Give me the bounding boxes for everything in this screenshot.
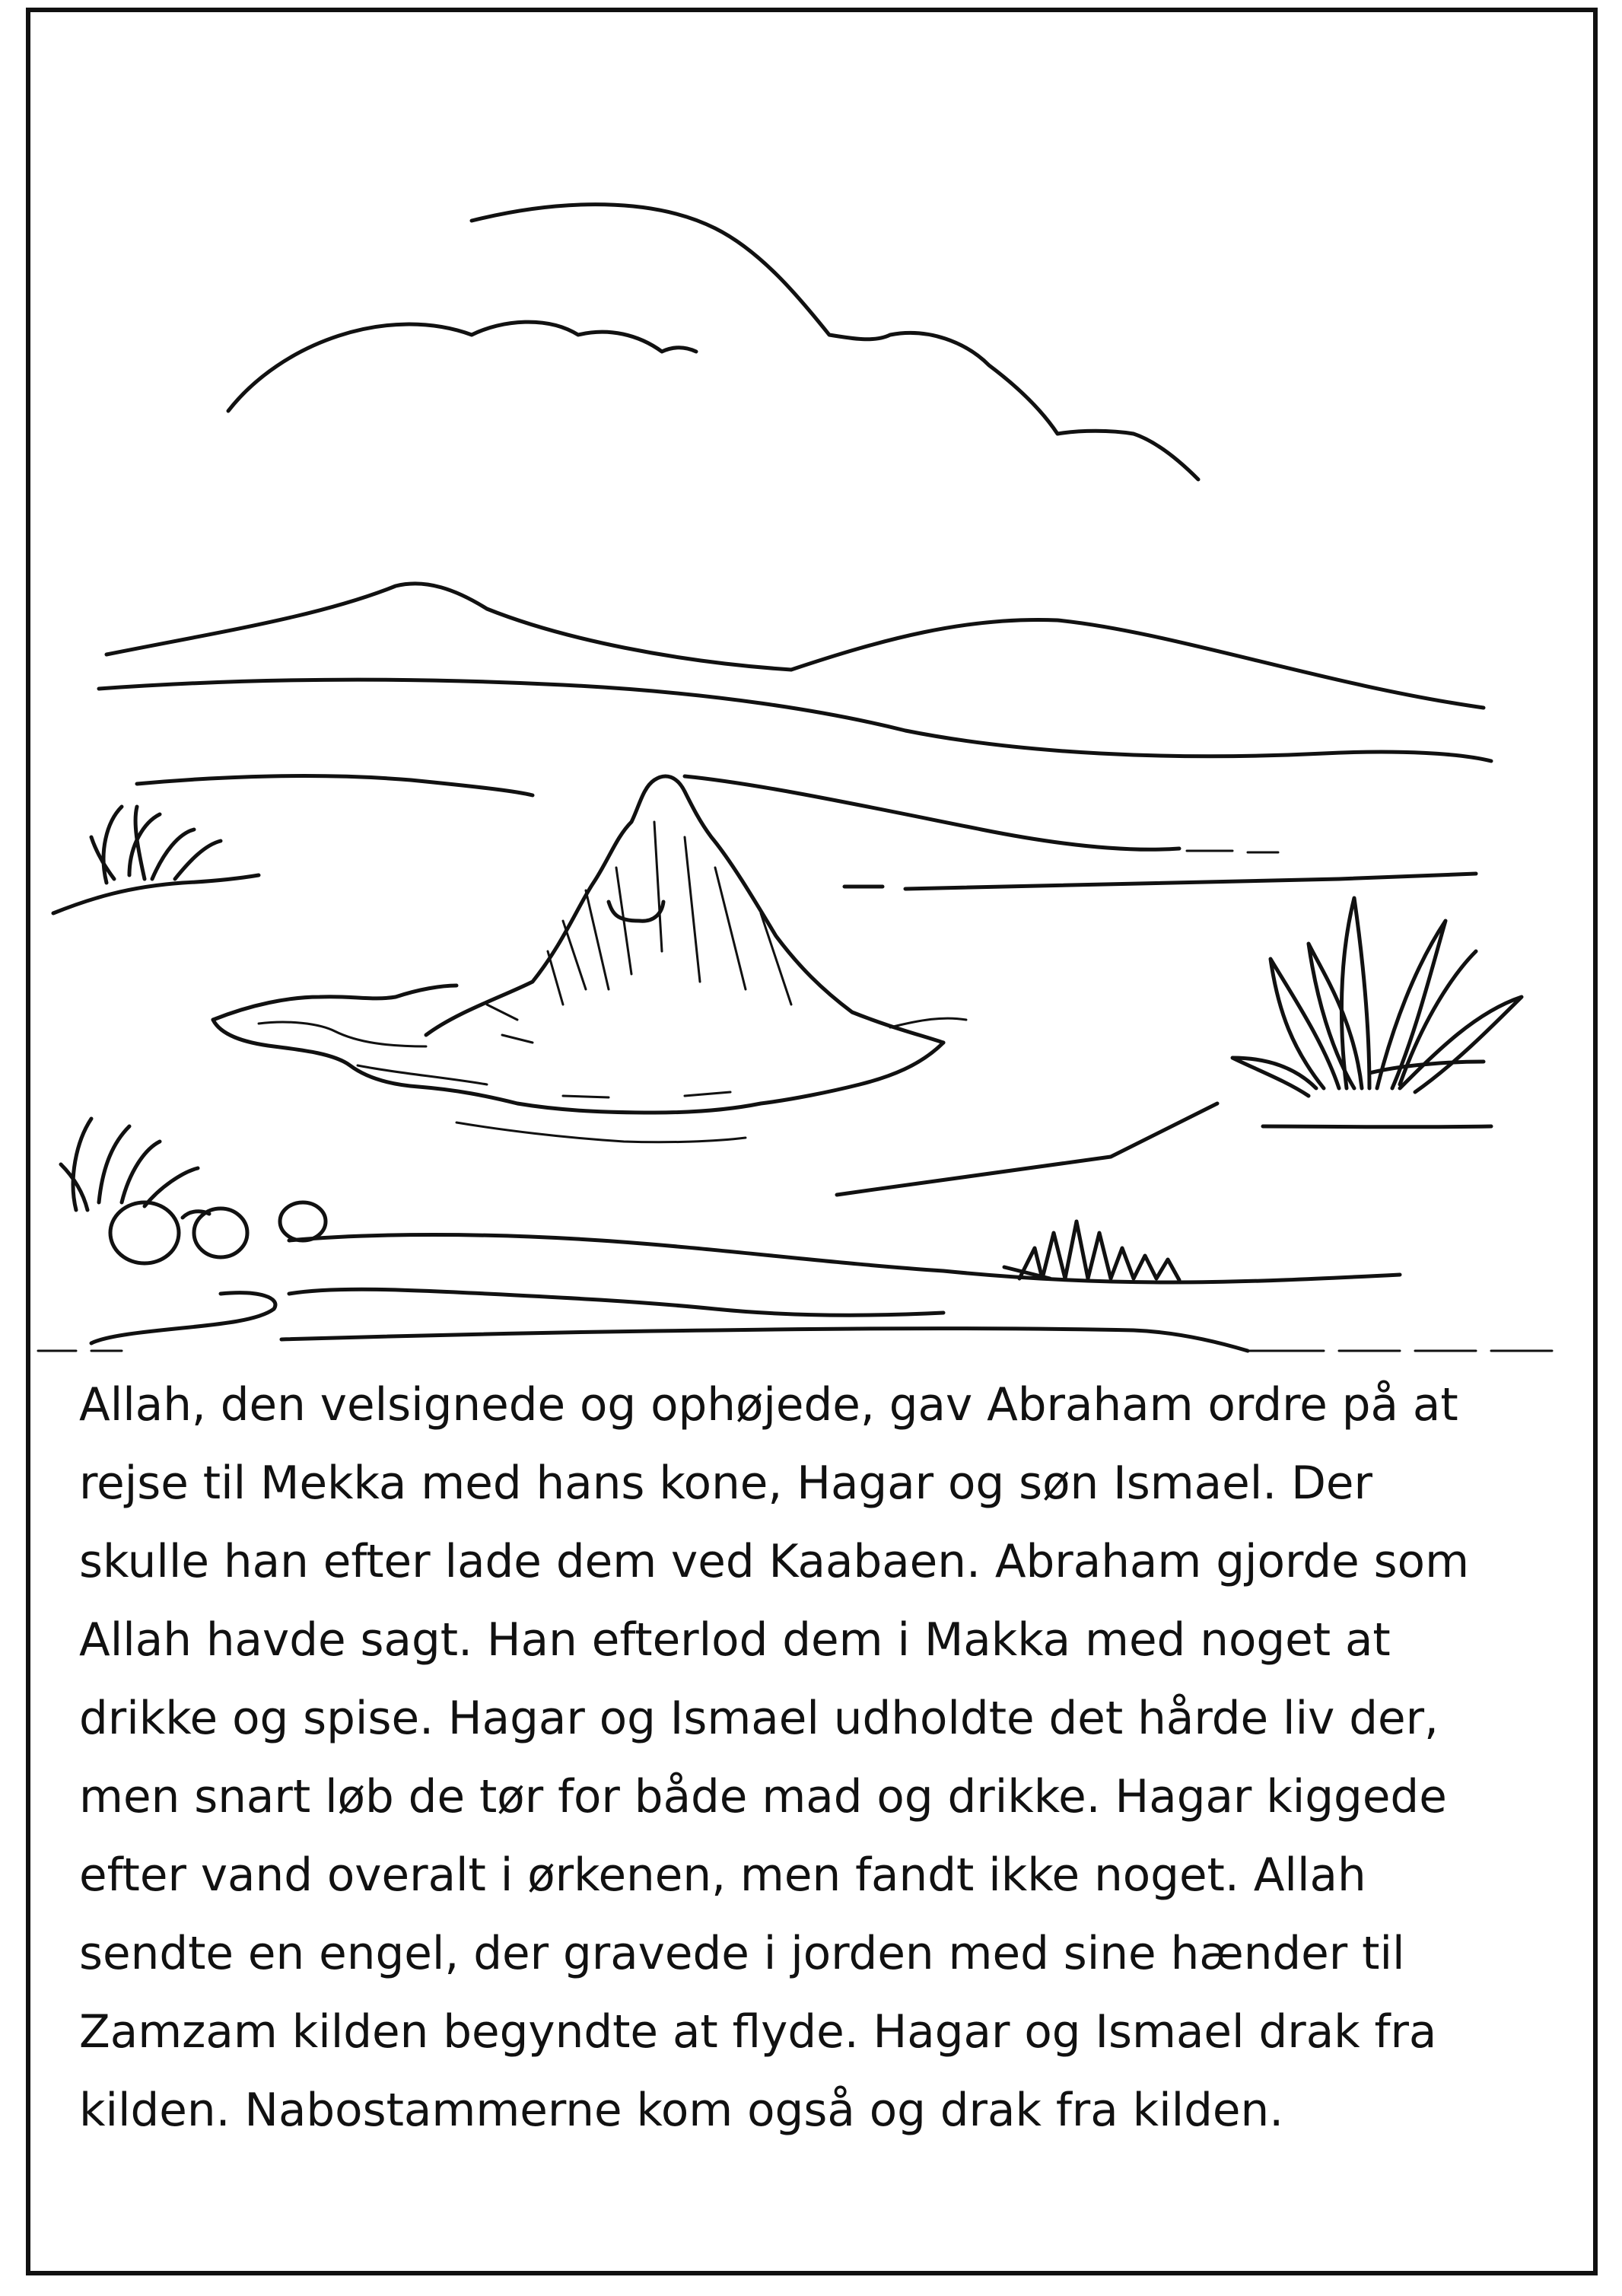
desert-bush-left-top (91, 807, 221, 883)
story-line: efter vand overalt i ørkenen, men fandt ikke noget. Allah (79, 1849, 1366, 1902)
story-line: rejse til Mekka med hans kone, Hagar og søn Ismael. Der (79, 1457, 1372, 1510)
mountain-ridges (99, 584, 1491, 761)
foreground-ground (38, 1235, 1552, 1352)
story-line: Allah havde sagt. Han efterlod dem i Makka med noget at (79, 1614, 1391, 1667)
story-line: sendte en engel, der gravede i jorden med sine hænder til (79, 1928, 1405, 1980)
desert-bush-right (1232, 898, 1522, 1096)
desert-bush-left-bottom (61, 1119, 326, 1263)
story-line: men snart løb de tør for både mad og drikke. Hagar kiggede (79, 1771, 1447, 1823)
desert-grass-bottom (1004, 1221, 1179, 1280)
zamzam-well-illustration (30, 152, 1598, 1355)
story-text (79, 1366, 1593, 2150)
story-line: kilden. Nabostammerne kom også og drak fra kilden. (79, 2084, 1284, 2137)
story-line: drikke og spise. Hagar og Ismael udholdte det hårde liv der, (79, 1693, 1439, 1745)
story-line: Allah, den velsignede og ophøjede, gav Abraham ordre på at (79, 1379, 1458, 1431)
cloud-outline (228, 205, 1198, 479)
story-line: skulle han efter lade dem ved Kaabaen. Abraham gjorde som (79, 1536, 1470, 1588)
zamzam-rock (213, 776, 966, 1142)
story-line: Zamzam kilden begyndte at flyde. Hagar og Ismael drak fra (79, 2006, 1437, 2059)
